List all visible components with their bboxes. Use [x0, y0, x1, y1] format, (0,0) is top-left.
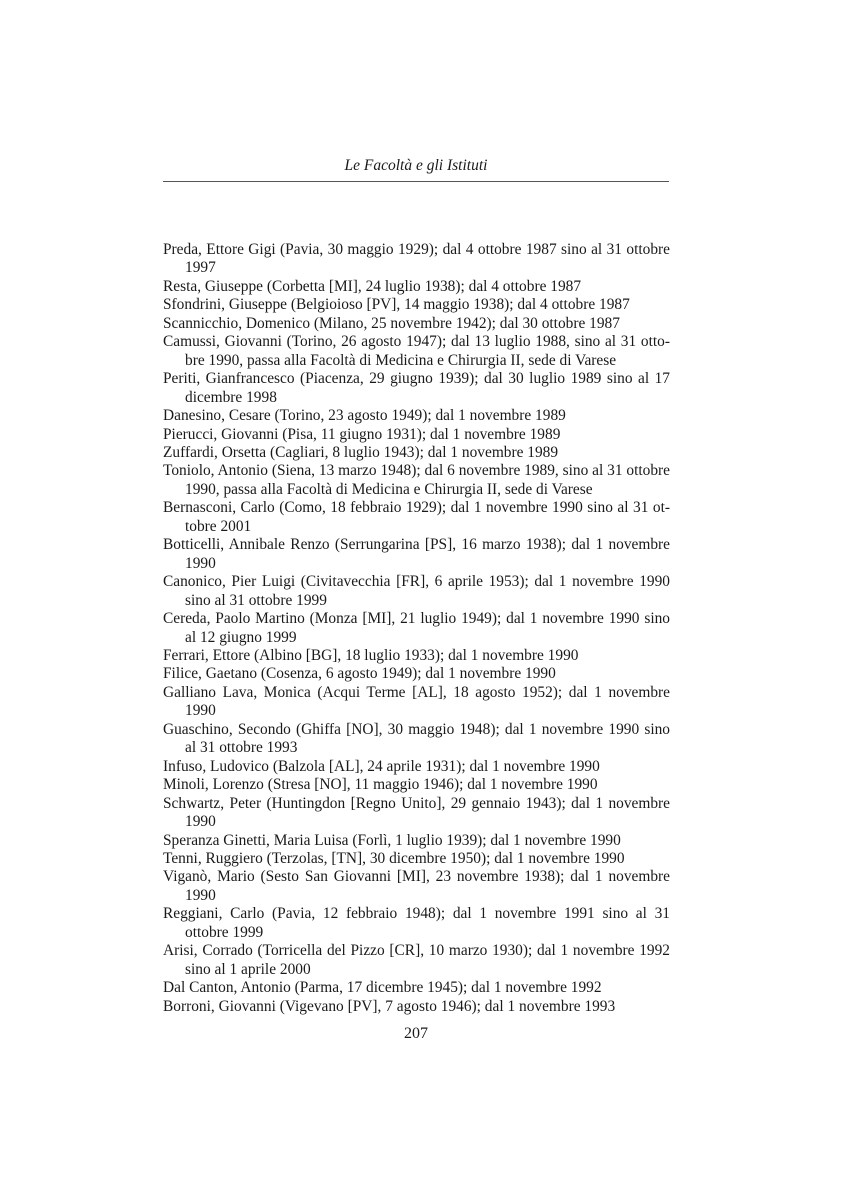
list-item: Bernasconi, Carlo (Como, 18 febbraio 1929); dal 1 novembre 1990 sino al 31 ottobre 2001: [163, 499, 670, 535]
list-item: Scannicchio, Domenico (Milano, 25 novembre 1942); dal 30 ottobre 1987: [163, 314, 620, 332]
list-item: Botticelli, Annibale Renzo (Serrungarina [PS], 16 marzo 1938); dal 1 novembre 1990: [163, 536, 670, 572]
list-item: Sfondrini, Giuseppe (Belgioioso [PV], 14 maggio 1938); dal 4 ottobre 1987: [163, 296, 630, 314]
list-item: Pierucci, Giovanni (Pisa, 11 giugno 1931); dal 1 novembre 1989: [163, 425, 561, 443]
list-item: Speranza Ginetti, Maria Luisa (Forlì, 1 luglio 1939); dal 1 novembre 1990: [163, 831, 621, 849]
list-item: Danesino, Cesare (Torino, 23 agosto 1949); dal 1 novembre 1989: [163, 407, 566, 425]
list-item: Canonico, Pier Luigi (Civitavecchia [FR], 6 aprile 1953); dal 1 novembre 1990 sino al 31 ottobre 1999: [163, 573, 670, 609]
list-item: Zuffardi, Orsetta (Cagliari, 8 luglio 1943); dal 1 novembre 1989: [163, 443, 559, 461]
list-item: Toniolo, Antonio (Siena, 13 marzo 1948); dal 6 novembre 1989, sino al 31 ottobre 1990, passa alla Facoltà di Medicina e Chirurgia II, sede di Varese: [163, 462, 670, 498]
list-item: Resta, Giuseppe (Corbetta [MI], 24 luglio 1938); dal 4 ottobre 1987: [163, 277, 582, 295]
faculty-list: [163, 241, 670, 1016]
list-item: Cereda, Paolo Martino (Monza [MI], 21 luglio 1949); dal 1 novembre 1990 sino al 12 giugno 1999: [163, 610, 670, 646]
header-rule: [163, 181, 669, 182]
list-item: Infuso, Ludovico (Balzola [AL], 24 aprile 1931); dal 1 novembre 1990: [163, 757, 600, 775]
list-item: Galliano Lava, Monica (Acqui Terme [AL], 18 agosto 1952); dal 1 novembre 1990: [163, 683, 670, 720]
list-item: Preda, Ettore Gigi (Pavia, 30 maggio 1929); dal 4 ottobre 1987 sino al 31 ottobre 1997: [163, 241, 670, 277]
list-item: Schwartz, Peter (Huntingdon [Regno Unito], 29 gennaio 1943); dal 1 novembre 1990: [163, 794, 670, 831]
list-item: Periti, Gianfrancesco (Piacenza, 29 giugno 1939); dal 30 luglio 1989 sino al 17 dicembre 1998: [163, 370, 670, 406]
list-item: Viganò, Mario (Sesto San Giovanni [MI], 23 novembre 1938); dal 1 novembre 1990: [163, 868, 670, 904]
list-item: Dal Canton, Antonio (Parma, 17 dicembre 1945); dal 1 novembre 1992: [163, 979, 602, 997]
running-head: Le Facoltà e gli Istituti: [344, 157, 488, 174]
list-item: Tenni, Ruggiero (Terzolas, [TN], 30 dicembre 1950); dal 1 novembre 1990: [163, 849, 625, 867]
list-item: Reggiani, Carlo (Pavia, 12 febbraio 1948); dal 1 novembre 1991 sino al 31 ottobre 1999: [163, 905, 670, 941]
list-item: Minoli, Lorenzo (Stresa [NO], 11 maggio 1946); dal 1 novembre 1990: [163, 776, 598, 794]
list-item: Camussi, Giovanni (Torino, 26 agosto 1947); dal 13 luglio 1988, sino al 31 ottobre 1990, passa alla Facoltà di Medicina e Chirurgia II, sede di Varese: [163, 333, 670, 369]
list-item: Guaschino, Secondo (Ghiffa [NO], 30 maggio 1948); dal 1 novembre 1990 sino al 31 ottobre 1993: [163, 720, 670, 757]
list-item: Borroni, Giovanni (Vigevano [PV], 7 agosto 1946); dal 1 novembre 1993: [163, 997, 616, 1015]
page-number: 207: [404, 1025, 428, 1042]
list-item: Arisi, Corrado (Torricella del Pizzo [CR], 10 marzo 1930); dal 1 novembre 1992 sino al 1 aprile 2000: [163, 942, 670, 978]
list-item: Filice, Gaetano (Cosenza, 6 agosto 1949); dal 1 novembre 1990: [163, 665, 556, 683]
list-item: Ferrari, Ettore (Albino [BG], 18 luglio 1933); dal 1 novembre 1990: [163, 646, 579, 664]
